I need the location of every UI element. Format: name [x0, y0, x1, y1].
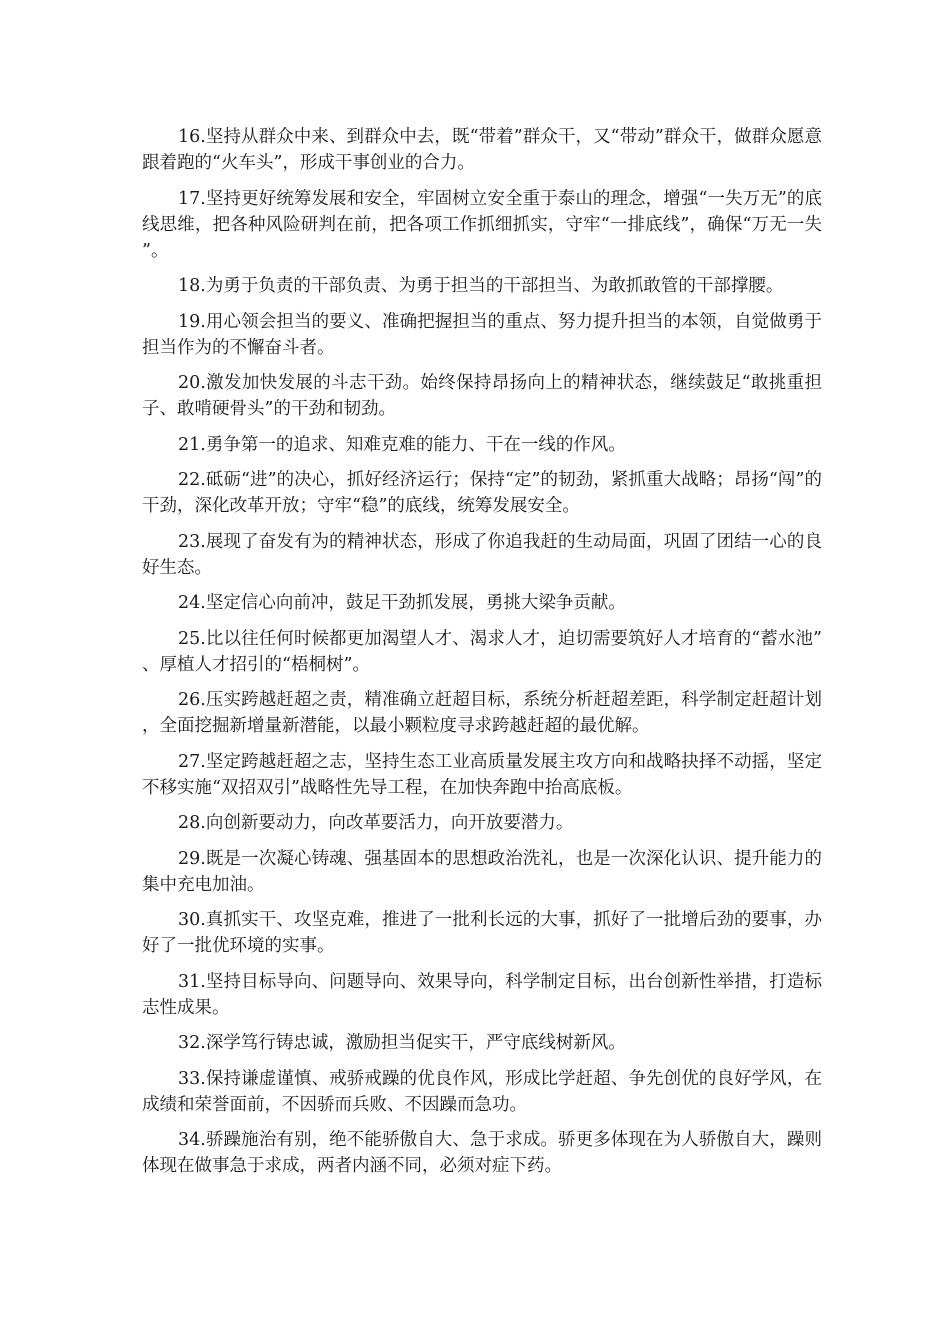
- paragraph-30: 30.真抓实干、攻坚克难，推进了一批利长远的大事，抓好了一批增后劲的要事，办好了一批优环境的实事。: [142, 910, 822, 956]
- paragraph-24: 24.坚定信心向前冲，鼓足干劲抓发展，勇挑大梁争贡献。: [178, 593, 626, 613]
- paragraph-23: 23.展现了奋发有为的精神状态，形成了你追我赶的生动局面，巩固了团结一心的良好生态。: [142, 531, 822, 578]
- paragraph-29: 29.既是一次凝心铸魂、强基固本的思想政治洗礼，也是一次深化认识、提升能力的集中充电加油。: [142, 848, 822, 895]
- paragraph-31: 31.坚持目标导向、问题导向、效果导向，科学制定目标，出台创新性举措，打造标志性成果。: [142, 971, 822, 1018]
- paragraph-32: 32.深学笃行铸忠诚，激励担当促实干，严守底线树新风。: [178, 1033, 626, 1053]
- paragraph-20: 20.激发加快发展的斗志干劲。始终保持昂扬向上的精神状态，继续鼓足“敢挑重担子、敢啃硬骨头”的干劲和韧劲。: [142, 373, 822, 419]
- paragraph-25: 25.比以往任何时候都更加渴望人才、渴求人才，迫切需要筑好人才培育的“蓄水池”、厚植人才招引的“梧桐树”。: [142, 628, 822, 675]
- paragraph-33: 33.保持谦虚谨慎、戒骄戒躁的优良作风，形成比学赶超、争先创优的良好学风，在成绩和荣誉面前，不因骄而兵败、不因躁而急功。: [142, 1068, 822, 1115]
- paragraph-26: 26.压实跨越赶超之责，精准确立赶超目标，系统分析赶超差距，科学制定赶超计划，全面挖掘新增量新潜能，以最小颗粒度寻求跨越赶超的最优解。: [142, 690, 822, 736]
- paragraph-19: 19.用心领会担当的要义、准确把握担当的重点、努力提升担当的本领，自觉做勇于担当作为的不懈奋斗者。: [142, 311, 822, 358]
- document-body: [142, 124, 822, 1189]
- paragraph-21: 21.勇争第一的追求、知难克难的能力、干在一线的作风。: [178, 434, 626, 455]
- paragraph-27: 27.坚定跨越赶超之志，坚持生态工业高质量发展主攻方向和战略抉择不动摇，坚定不移实施“双招双引”战略性先导工程，在加快奔跑中抬高底板。: [142, 751, 822, 798]
- paragraph-16: 16.坚持从群众中来、到群众中去，既“带着”群众干，又“带动”群众干，做群众愿意跟着跑的“火车头”，形成干事创业的合力。: [142, 127, 822, 173]
- paragraph-17: 17.坚持更好统筹发展和安全，牢固树立安全重于泰山的理念，增强“一失万无”的底线思维，把各种风险研判在前，把各项工作抓细抓实，守牢“一排底线”，确保“万无一失”。: [142, 188, 822, 261]
- paragraph-22: 22.砥砺“进”的决心，抓好经济运行；保持“定”的韧劲，紧抓重大战略；昂扬“闯”的干劲，深化改革开放；守牢“稳”的底线，统筹发展安全。: [142, 470, 822, 516]
- paragraph-18: 18.为勇于负责的干部负责、为勇于担当的干部担当、为敢抓敢管的干部撑腰。: [178, 276, 784, 296]
- paragraph-28: 28.向创新要动力，向改革要活力，向开放要潜力。: [178, 813, 574, 833]
- paragraph-34: 34.骄躁施治有别，绝不能骄傲自大、急于求成。骄更多体现在为人骄傲自大，躁则体现在做事急于求成，两者内涵不同，必须对症下药。: [142, 1130, 822, 1176]
